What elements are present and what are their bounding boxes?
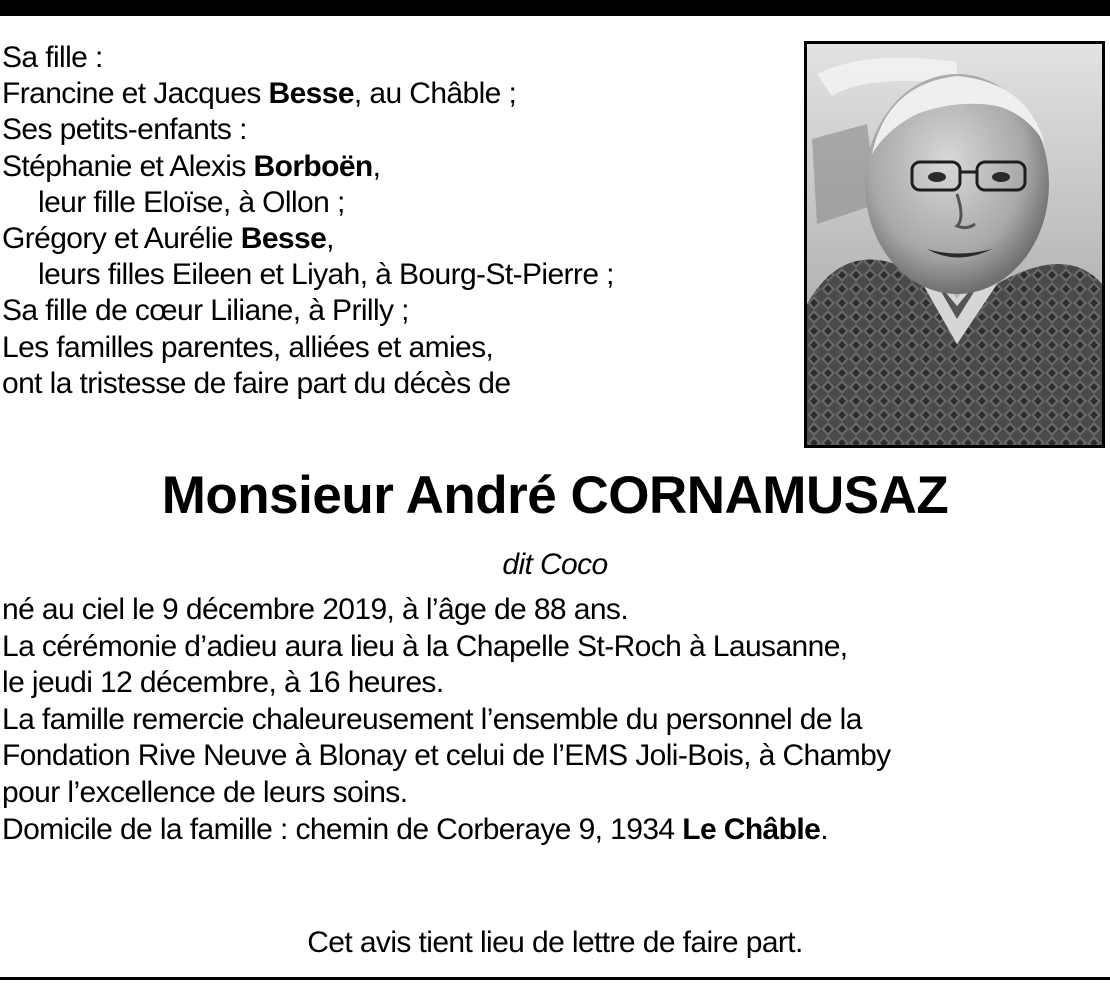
daughter-label: Sa fille : [2, 41, 103, 74]
family-list [2, 40, 792, 402]
portrait-photo [804, 41, 1105, 448]
surname: Besse [268, 77, 354, 111]
announcement-line: ont la tristesse de faire part du décès de [2, 366, 511, 400]
family-line-besse-grandson [2, 221, 792, 257]
family-line-eileen-liyah: leurs filles Eileen et Liyah, à Bourg-St-Pierre ; [38, 258, 614, 292]
thanks-line-2: Fondation Rive Neuve à Blonay et celui de l’EMS Joli-Bois, à Chamby [2, 739, 891, 773]
names: Francine et Jacques [2, 77, 261, 111]
family-line-eloise: leur fille Eloïse, à Ollon ; [38, 185, 345, 219]
relatives-line: Les familles parentes, alliées et amies, [2, 330, 494, 364]
ceremony-line-2: le jeudi 12 décembre, à 16 heures. [2, 666, 444, 700]
family-line-borboen [2, 149, 792, 185]
death-date-line: né au ciel le 9 décembre 2019, à l’âge de 88 ans. [2, 593, 629, 626]
top-border-rule [0, 0, 1110, 16]
family-line-liliane: Sa fille de cœur Liliane, à Prilly ; [2, 294, 409, 328]
address-line [2, 812, 1108, 849]
suffix: , [372, 149, 381, 183]
names: Grégory et Aurélie [2, 222, 233, 256]
address-suffix: . [820, 812, 828, 846]
bottom-border-rule [0, 977, 1110, 980]
deceased-name: Monsieur André CORNAMUSAZ [161, 466, 949, 525]
thanks-line-1: La famille remercie chaleureusement l’ensemble du personnel de la [2, 702, 862, 736]
place: , au Châble ; [353, 77, 517, 111]
ceremony-line-1: La cérémonie d’adieu aura lieu à la Chapelle St-Roch à Lausanne, [2, 629, 848, 663]
thanks-line-3: pour l’excellence de leurs soins. [2, 775, 408, 809]
suffix: , [326, 222, 334, 256]
surname: Borboën [253, 149, 373, 183]
footer-note: Cet avis tient lieu de lettre de faire part. [307, 926, 803, 959]
portrait-illustration [807, 44, 1102, 445]
family-line-besse-daughter [2, 76, 792, 112]
address-prefix: Domicile de la famille : chemin de Corberaye 9, 1934 [2, 812, 683, 846]
names: Stéphanie et Alexis [2, 149, 246, 183]
details-block [2, 592, 1108, 848]
deceased-nickname: dit Coco [502, 548, 608, 581]
address-town: Le Châble [682, 812, 821, 846]
grandchildren-label: Ses petits-enfants : [2, 113, 247, 147]
surname: Besse [240, 222, 327, 256]
